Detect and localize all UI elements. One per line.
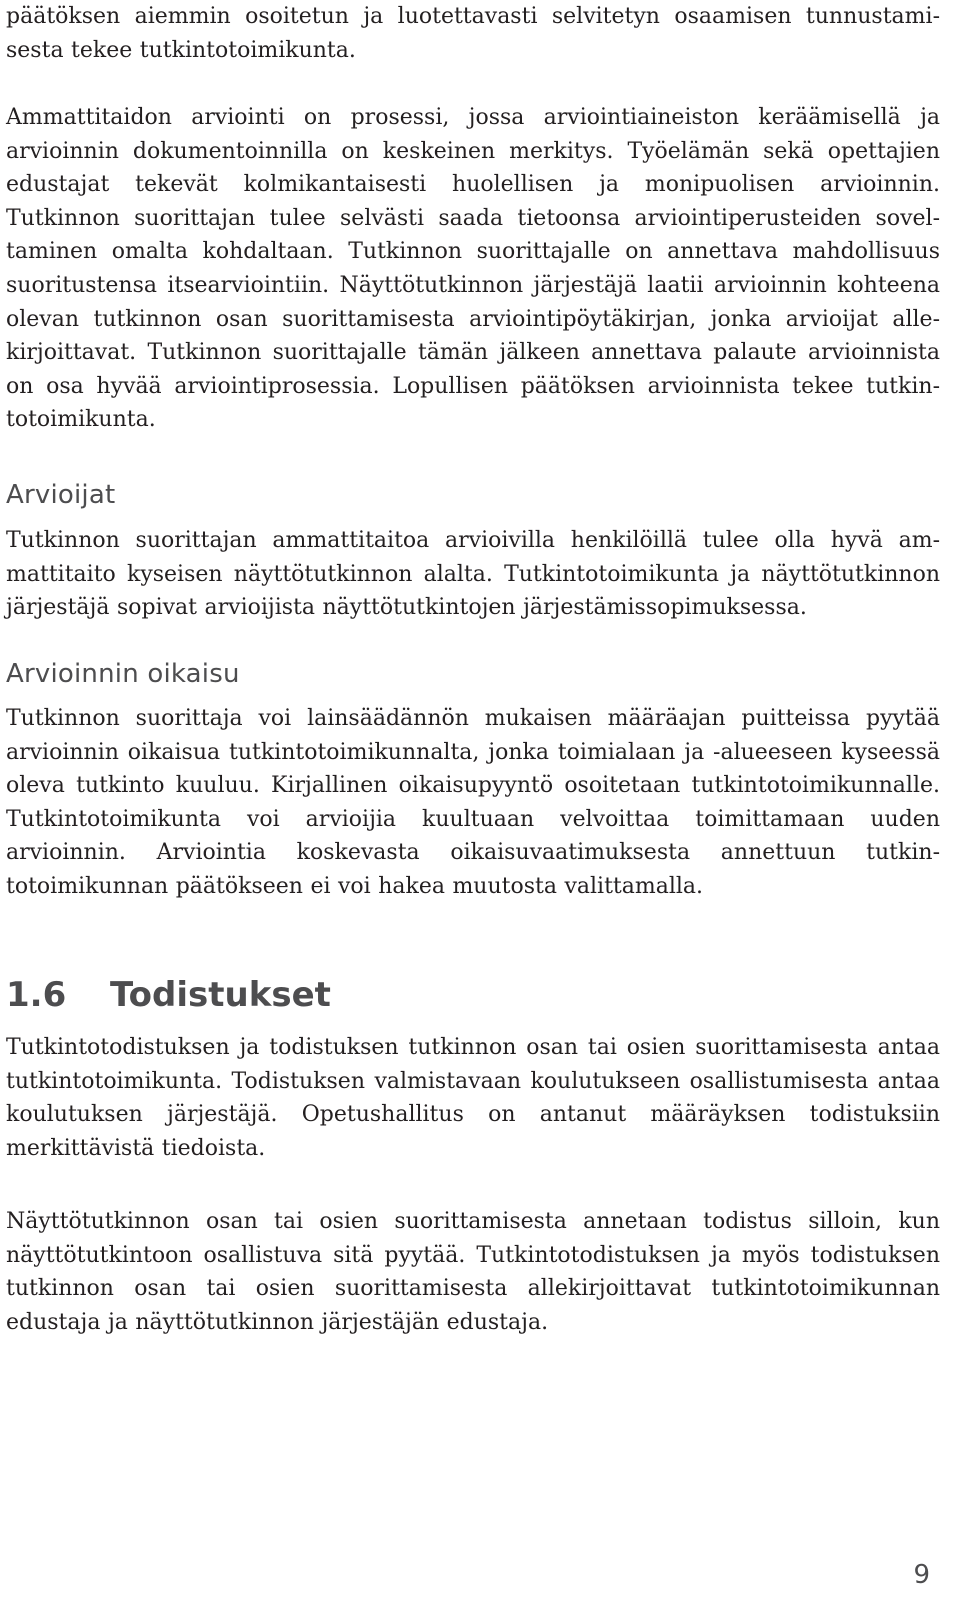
paragraph-assessment-process: Ammattitaidon arviointi on prosessi, jossa arviointiaineiston keräämisellä ja arvioinnin dokumentoinnilla on keskeinen merkitys. Työelämän sekä opettajien edustajat tekevät kolmikantaisesti huolellisen ja monipuolisen arvioinnin. Tutkinnon suorittajan tulee selvästi saada tietoonsa arviointiperusteiden soveltaminen omalta kohdaltaan. Tutkinnon suorittajalle on annettava mahdollisuus suoritustensa itsearviointiin. Näyttötutkinnon järjestäjä laatii arvioinnin kohteena olevan tutkinnon osan suorittamisesta arviointipöytäkirjan, jonka arvioijat allekirjoittavat. Tutkinnon suorittajalle tämän jälkeen annettava palaute arvioinnista on osa hyvää arviointiprosessia. Lopullisen päätöksen arvioinnista tekee tutkintotoimikunta. [6,105,940,433]
heading-arvioinnin-oikaisu: Arvioinnin oikaisu [6,659,240,689]
paragraph-certificate-request: Näyttötutkinnon osan tai osien suorittamisesta annetaan todistus silloin, kun näyttötutkintoon osallistuva sitä pyytää. Tutkintotodistuksen ja myös todistuksen tutkinnon osan tai osien suorittamisesta allekirjoittavat tutkintotoimikunnan edustaja ja näyttötutkinnon järjestäjän edustaja. [6,1209,940,1335]
section-title: Todistukset [110,975,331,1015]
paragraph-recognition: päätöksen aiemmin osoitetun ja luotettavasti selvitetyn osaamisen tunnustamisesta tekee tutkintotoimikunta. [6,4,940,63]
paragraph-assessors: Tutkinnon suorittajan ammattitaitoa arvioivilla henkilöillä tulee olla hyvä ammattitaito kyseisen näyttötutkinnon alalta. Tutkintotoimikunta ja näyttötutkinnon järjestäjä sopivat arvioijista näyttötutkintojen järjestämissopimuksessa. [6,528,940,621]
paragraph-correction: Tutkinnon suorittaja voi lainsäädännön mukaisen määräajan puitteissa pyytää arvioinnin oikaisua tutkintotoimikunnalta, jonka toimialaan ja -alueeseen kyseessä oleva tutkinto kuuluu. Kirjallinen oikaisupyyntö osoitetaan tutkintotoimikunnalle. Tutkintotoimikunta voi arvioijia kuultuaan velvoittaa toimittamaan uuden arvioinnin. Arviointia koskevasta oikaisuvaatimuksesta annettuun tutkintotoimikunnan päätökseen ei voi hakea muutosta valittamalla. [6,706,940,899]
section-number: 1.6 [6,975,67,1015]
heading-arvioijat: Arvioijat [6,480,116,510]
page-number: 9 [913,1560,930,1590]
paragraph-certificates: Tutkintotodistuksen ja todistuksen tutkinnon osan tai osien suorittamisesta antaa tutkintotoimikunta. Todistuksen valmistavaan koulutukseen osallistumisesta antaa koulutuksen järjestäjä. Opetushallitus on antanut määräyksen todistuksiin merkittävistä tiedoista. [6,1035,940,1161]
section-heading-todistukset [6,975,940,1015]
